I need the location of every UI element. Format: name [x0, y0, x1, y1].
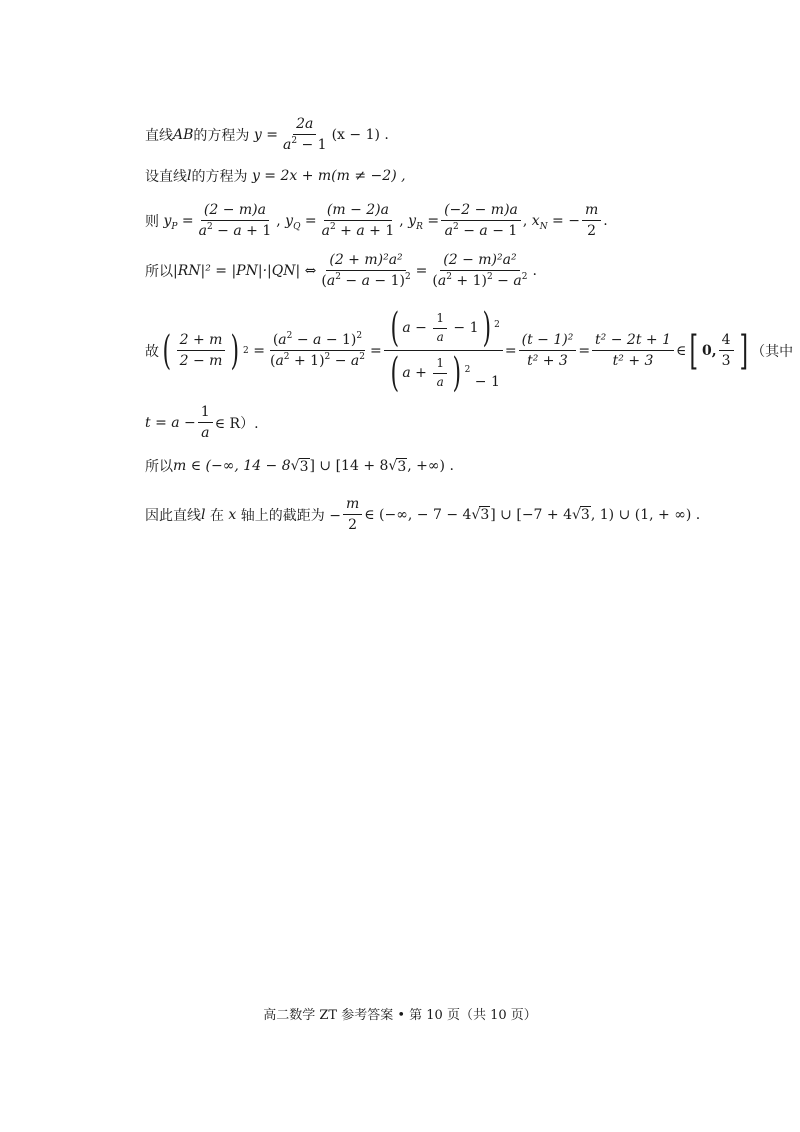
- line-coordinates: 则 $y_P$ = $\frac{(2 - m)a}{a^2 - a + 1}$ , $y_Q$ = $\frac{(m - 2)a}{a^2 + a + 1}$ , $y_R$ = $\frac{(-2 - m)a}{a^2 - a - 1}$ , $x_N$ = − $\frac{m}{2}$ .: [145, 202, 608, 240]
- line-t-definition: t = a − $\frac{1}{a}$ ∈ R）.: [145, 404, 259, 442]
- page-footer: 高二数学 ZT 参考答案 • 第 10 页（共 10 页）: [263, 1008, 537, 1023]
- line-rn-condition: 所以 |RN|² = |PN|·|QN| ⇔ $\frac{\text{(2 + m)²a²}}{(a^2 - a - 1)^2}$ = $\frac{\text{(2 − m)²a²}}{(a^2 + 1)^2 - a^2}$ .: [145, 252, 537, 290]
- line-ab-equation: 直线 AB 的方程为 y = $\frac{2a}{a^2 - 1}$ (x − 1) .: [145, 116, 389, 154]
- slope-fraction: $\frac{2a}{a^2 - 1}$: [282, 116, 327, 154]
- line-l-equation: 设直线 l 的方程为 y = 2x + m(m ≠ −2) ,: [145, 168, 406, 185]
- line-intercept-range: 因此直线 l 在 x 轴上的截距为 − $\frac{m}{2}$ ∈ (−∞, − 7 − 4 √ 3 ] ∪ [−7 + 4 √ 3 , 1) ∪ (1, + ∞) .: [145, 496, 701, 534]
- line-ratio-range: 故 ( $\frac{2 + m}{2 - m}$ ) 2 = $\frac{(a^2 - a - 1)^2}{(a^2 + 1)^2 - a^2}$ = ( a − $\frac{1}{a}$ − 1 ) $^2$ ( a + $\frac{1}{a}$ ) $^2$ − 1 = $\frac{\text{(t − 1)²}}{\text{t² + 3}}$ = $\frac{\text{t² − 2t + 1}}{\text{t² + 3}}$ ∈ [ 0, $\frac{4}{3}$ ] （其中: [145, 305, 794, 396]
- line-m-range: 所以 m ∈ (−∞, 14 − 8 √ 3 ] ∪ [14 + 8 √ 3 , +∞) .: [145, 458, 454, 475]
